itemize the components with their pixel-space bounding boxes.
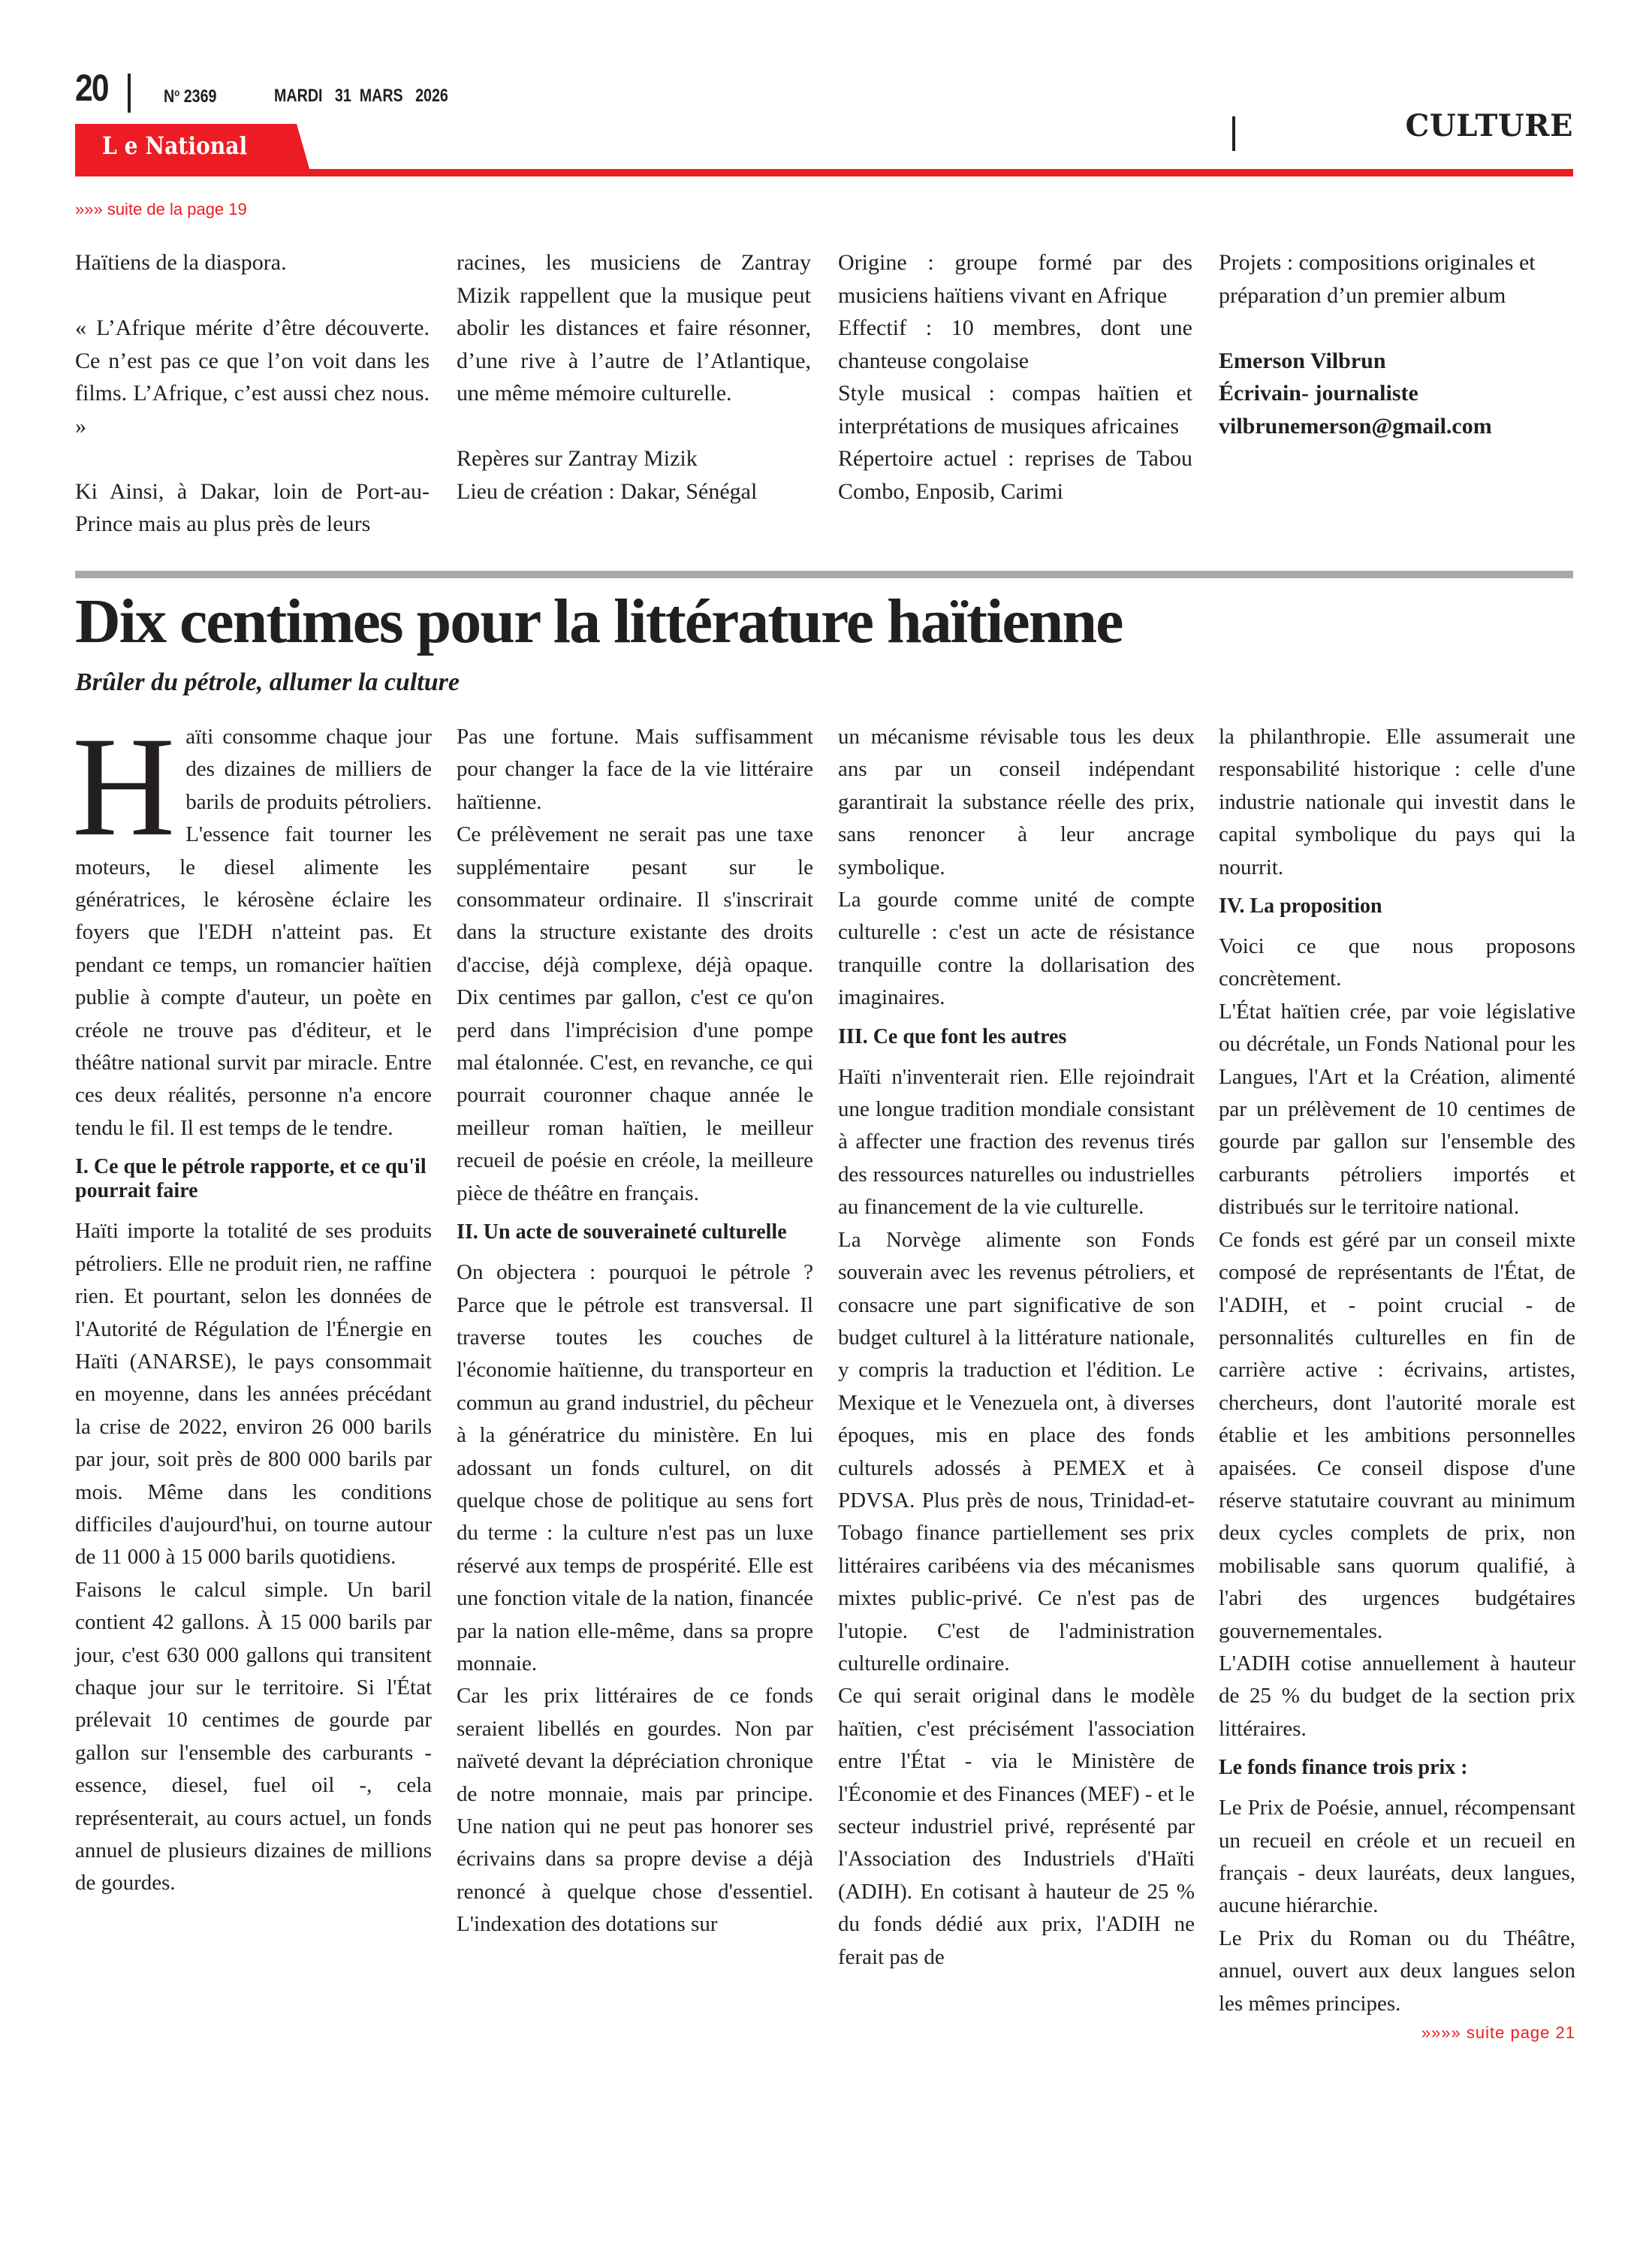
paragraph: On objectera : pourquoi le pétrole ? Parce que le pétrole est transversal. Il traverse toutes les couches de l'économie haïtienne, du transporteur en commun au grand industriel, du pêcheur à la génératrice du ministère. En lui adossant un fonds culturel, on dit quelque chose de politique au sens fort du terme : la culture n'est pas un luxe réservé aux temps de prospérité. Elle est une fonction vitale de la nation, financée par la nation elle-même, dans sa propre monnaie.	[457, 1260, 813, 1675]
article-headline: Dix centimes pour la littérature haïtienne	[75, 587, 1123, 656]
fact-item: Projets : compositions originales et préparation d’un premier album	[1219, 250, 1536, 308]
paragraph: Haïtiens de la diaspora.	[75, 250, 287, 275]
newspaper-logo-text: L e National	[102, 131, 248, 160]
author-email[interactable]: vilbrunemerson@gmail.com	[1219, 413, 1492, 439]
previous-article-column-2	[457, 246, 811, 508]
paragraph: Ce qui serait original dans le modèle haïtien, c'est précisément l'association entre l'État - via le Ministère de l'Économie et des Finances (MEF) - et le secteur industriel privé, représenté par l'Association des Industriels d'Haïti (ADIH). En cotisant à hauteur de 25 % du fonds dédié aux prix, l'ADIH ne ferait pas de	[838, 1684, 1195, 1969]
paragraph: La Norvège alimente son Fonds souverain avec les revenus pétroliers, et consacre une part significative de son budget culturel à la littérature nationale, y compris la traduction et l'édition. Le Mexique et le Venezuela ont, à diverses époques, mis en place des fonds culturels adossés à PEMEX et à PDVSA. Plus près de nous, Trinidad-et-Tobago finance partiellement ses prix littéraires caribéens via des mécanismes mixtes public-privé. Ce n'est pas de l'utopie. C'est de l'administration culturelle ordinaire.	[838, 1227, 1195, 1675]
paragraph: Faisons le calcul simple. Un baril contient 42 gallons. À 15 000 barils par jour, c'est 630 000 gallons qui transitent chaque jour sur le territoire. Si l'État prélevait 10 centimes de gourde par gallon sur l'ensemble des carburants - essence, diesel, fuel oil -, cela représenterait, au cours actuel, un fonds annuel de plusieurs dizaines de millions de gourdes.	[75, 1577, 432, 1896]
paragraph: Haïti importe la totalité de ses produits pétroliers. Elle ne produit rien, ne raffine rien. Et pourtant, selon les données de l'Autorité de Régulation de l'Énergie en Haïti (ANARSE), le pays consommait en moyenne, dans les années précédant la crise de 2022, environ 26 000 barils par jour, soit près de 800 000 barils par mois. Même dans les conditions difficiles d'aujourd'hui, on tourne autour de 11 000 à 15 000 barils quotidiens.	[75, 1219, 432, 1570]
fact-item: Effectif : 10 membres, dont une chanteuse congolaise	[838, 315, 1192, 373]
paragraph: Haïti n'inventerait rien. Elle rejoindrait une longue tradition mondiale consistant à affecter une fraction des revenus tirés des ressources naturelles ou industrielles au financement de la vie culturelle.	[838, 1064, 1195, 1220]
paragraph: racines, les musiciens de Zantray Mizik rappellent que la musique peut abolir les distances et faire résonner, d’une rive à l’autre de l’Atlantique, une même mémoire culturelle.	[457, 250, 811, 406]
section-heading-4: IV. La proposition	[1219, 894, 1382, 918]
drop-cap: H	[72, 724, 176, 850]
fact-item: Lieu de création : Dakar, Sénégal	[457, 478, 758, 504]
issue-date-text: MARDI 31 MARS 2026	[274, 86, 448, 106]
paragraph: Ki Ainsi, à Dakar, loin de Port-au-Prince mais au plus près de leurs	[75, 478, 430, 536]
previous-article-column-4	[1219, 246, 1573, 442]
issue-prefix: N	[164, 86, 175, 107]
previous-article-column-1	[75, 246, 430, 541]
paragraph: Pas une fortune. Mais suffisamment pour changer la face de la vie littéraire haïtienne.	[457, 725, 813, 814]
issue-value: 2369	[183, 86, 217, 107]
paragraph: L'ADIH cotise annuellement à hauteur de 25 % du budget de la section prix littéraires.	[1219, 1651, 1575, 1741]
article-separator-rule	[75, 571, 1573, 578]
paragraph: Le Prix de Poésie, annuel, récompensant un recueil en créole et un recueil en français - deux lauréats, deux langues, aucune hiérarchie.	[1219, 1796, 1575, 1918]
page-number: 20	[75, 67, 108, 109]
factbox-title: Repères sur Zantray Mizik	[457, 446, 698, 471]
fact-item: Origine : groupe formé par des musiciens haïtiens vivant en Afrique	[838, 250, 1192, 308]
header-red-rule	[75, 169, 1573, 176]
paragraph: L'État haïtien crée, par voie législative ou décrétale, un Fonds National pour les Langues, l'Art et la Création, alimenté par un prélèvement de 10 centimes de gourde par gallon sur l'ensemble des carburants pétroliers importés et distribués sur le territoire national.	[1219, 999, 1575, 1220]
author-name: Emerson Vilbrun	[1219, 348, 1386, 373]
continued-to-link[interactable]: »»»» suite page 21	[1421, 2023, 1575, 2043]
paragraph: Ce fonds est géré par un conseil mixte composé de représentants de l'État, de l'ADIH, et - point crucial - de personnalités culturelles en fin de carrière active : écrivains, artistes, chercheurs, dont l'autorité morale est établie et les ambitions personnelles apaisées. Ce conseil dispose d'une réserve statutaire couvrant au minimum deux cycles complets de prix, non mobilisable sans quorum qualifié, à l'abri des urgences budgétaires gouvernementales.	[1219, 1227, 1575, 1643]
paragraph: Voici ce que nous proposons concrètement.	[1219, 934, 1575, 991]
subheading-prizes: Le fonds finance trois prix :	[1219, 1756, 1468, 1780]
section-label[interactable]: CULTURE	[1405, 108, 1573, 143]
paragraph: la philanthropie. Elle assumerait une responsabilité historique : celle d'une industrie nationale qui investit dans le capital symbolique du pays qui la nourrit.	[1219, 725, 1575, 879]
article-column-1	[72, 721, 432, 1900]
section-divider	[1232, 116, 1235, 151]
issue-date	[274, 87, 487, 105]
fact-item: Répertoire actuel : reprises de Tabou Combo, Enposib, Carimi	[838, 446, 1192, 504]
quote-paragraph: « L’Afrique mérite d’être découverte. Ce n’est pas ce que l’on voit dans les films. L’Afrique, c’est aussi chez nous. »	[75, 315, 430, 439]
article-column-4	[1219, 721, 1575, 2041]
previous-article-column-3	[838, 246, 1192, 508]
newspaper-logo[interactable]	[102, 131, 267, 160]
issue-number	[164, 87, 254, 106]
fact-item: Style musical : compas haïtien et interprétations de musiques africaines	[838, 381, 1192, 439]
issue-sup: o	[174, 86, 180, 98]
intro-text: aïti consomme chaque jour des dizaines de milliers de barils de produits pétroliers. L'essence fait tourner les moteurs, le diesel alimente les génératrices, le kérosène éclaire les foyers que l'EDH n'atteint pas. Et pendant ce temps, un romancier haïtien publie à compte d'auteur, un poète en créole ne trouve pas d'éditeur, et le théâtre national survit par miracle. Entre ces deux réalités, personne n'a encore tendu le fil. Il est temps de le tendre.	[75, 725, 432, 1140]
section-heading-3: III. Ce que font les autres	[838, 1024, 1067, 1048]
continued-from-link[interactable]: »»» suite de la page 19	[75, 200, 247, 219]
paragraph: Ce prélèvement ne serait pas une taxe supplémentaire pesant sur le consommateur ordinaire. Il s'inscrirait dans la structure existante des droits d'accise, déjà complexe, déjà opaque. Dix centimes par gallon, c'est ce qu'on perd dans l'imprécision d'une pompe mal étalonnée. C'est, en revanche, ce qui pourrait couronner chaque année le meilleur roman haïtien, le meilleur recueil de poésie en créole, la meilleure pièce de théâtre en français.	[457, 822, 813, 1205]
intro-paragraph	[72, 721, 432, 1145]
paragraph: La gourde comme unité de compte culturelle : c'est un acte de résistance tranquille contre la dollarisation des imaginaires.	[838, 888, 1195, 1010]
section-heading-1: I. Ce que le pétrole rapporte, et ce qu'il pourrait faire	[75, 1155, 427, 1203]
article-subtitle: Brûler du pétrole, allumer la culture	[75, 668, 460, 696]
paragraph: Car les prix littéraires de ce fonds seraient libellés en gourdes. Non par naïveté devant la dépréciation chronique de notre monnaie, mais par principe. Une nation qui ne peut pas honorer ses écrivains dans sa propre devise a déjà renoncé à quelque chose d'essentiel. L'indexation des dotations sur	[457, 1684, 813, 1937]
author-role: Écrivain- journaliste	[1219, 381, 1418, 406]
paragraph: un mécanisme révisable tous les deux ans par un conseil indépendant garantirait la substance réelle des prix, sans renoncer à leur ancrage symbolique.	[838, 725, 1195, 879]
article-column-3	[838, 721, 1195, 1974]
page-number-divider	[128, 74, 131, 113]
section-heading-2: II. Un acte de souveraineté culturelle	[457, 1220, 787, 1244]
paragraph: Le Prix du Roman ou du Théâtre, annuel, ouvert aux deux langues selon les mêmes principes.	[1219, 1926, 1575, 2016]
article-column-2	[457, 721, 813, 1941]
